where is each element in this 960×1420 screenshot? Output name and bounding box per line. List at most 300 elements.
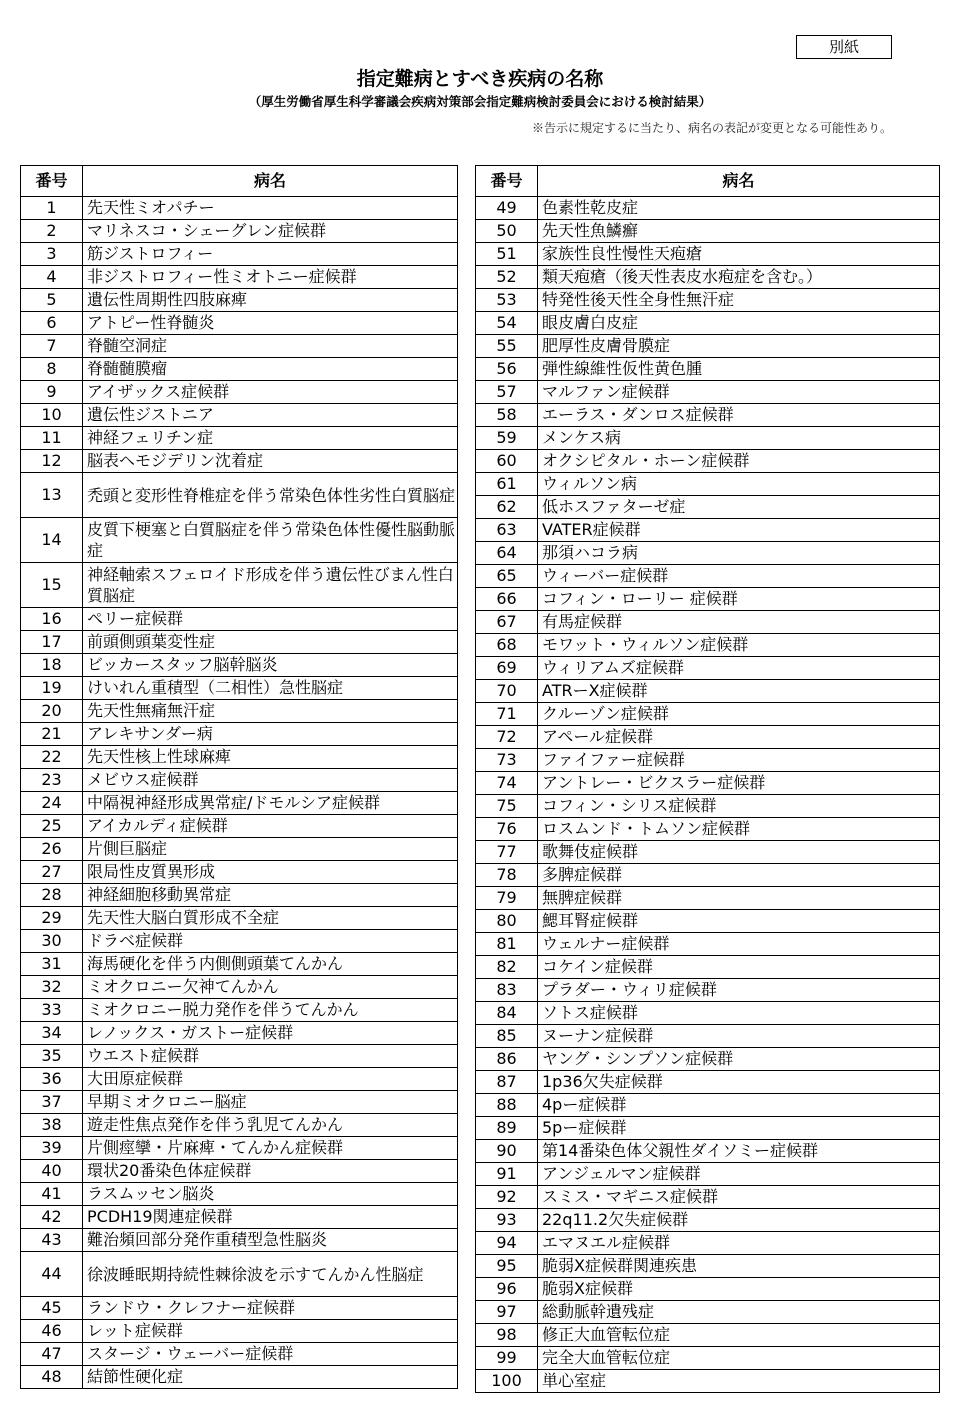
- row-number: 51: [476, 243, 538, 266]
- disease-name: ランドウ・クレフナー症候群: [83, 1297, 458, 1320]
- row-number: 46: [21, 1320, 83, 1343]
- table-row: [476, 864, 940, 887]
- disease-name: ウィーバー症候群: [538, 565, 940, 588]
- disease-name: 神経フェリチン症: [83, 427, 458, 450]
- table-row: [476, 1094, 940, 1117]
- table-row: [476, 1255, 940, 1278]
- row-number: 36: [21, 1068, 83, 1091]
- table-header-row: [476, 166, 940, 197]
- disease-name: 大田原症候群: [83, 1068, 458, 1091]
- table-row: [476, 1048, 940, 1071]
- disease-name: 結節性硬化症: [83, 1366, 458, 1389]
- disease-name: マルファン症候群: [538, 381, 940, 404]
- table-row: [21, 266, 458, 289]
- row-number: 28: [21, 884, 83, 907]
- row-number: 99: [476, 1347, 538, 1370]
- row-number: 1: [21, 197, 83, 220]
- table-row: [476, 381, 940, 404]
- table-row: [21, 677, 458, 700]
- disease-name: エーラス・ダンロス症候群: [538, 404, 940, 427]
- row-number: 88: [476, 1094, 538, 1117]
- table-row: [21, 1091, 458, 1114]
- table-row: [21, 1022, 458, 1045]
- table-row: [476, 726, 940, 749]
- row-number: 44: [21, 1252, 83, 1297]
- disease-name: アトピー性脊髄炎: [83, 312, 458, 335]
- row-number: 73: [476, 749, 538, 772]
- disease-name: 難治頻回部分発作重積型急性脳炎: [83, 1229, 458, 1252]
- row-number: 7: [21, 335, 83, 358]
- table-row: [476, 887, 940, 910]
- row-number: 26: [21, 838, 83, 861]
- disease-name: ロスムンド・トムソン症候群: [538, 818, 940, 841]
- table-row: [476, 1163, 940, 1186]
- row-number: 38: [21, 1114, 83, 1137]
- disease-name: ファイファー症候群: [538, 749, 940, 772]
- disease-name: 先天性無痛無汗症: [83, 700, 458, 723]
- disease-name: 眼皮膚白皮症: [538, 312, 940, 335]
- row-number: 72: [476, 726, 538, 749]
- table-row: [476, 197, 940, 220]
- disease-name: 先天性ミオパチー: [83, 197, 458, 220]
- disease-name: 修正大血管転位症: [538, 1324, 940, 1347]
- table-row: [21, 631, 458, 654]
- disease-name: 無脾症候群: [538, 887, 940, 910]
- row-number: 70: [476, 680, 538, 703]
- row-number: 22: [21, 746, 83, 769]
- row-number: 65: [476, 565, 538, 588]
- table-row: [476, 289, 940, 312]
- row-number: 62: [476, 496, 538, 519]
- disease-name: クルーゾン症候群: [538, 703, 940, 726]
- table-row: [21, 335, 458, 358]
- table-row: [476, 1301, 940, 1324]
- disease-name: ペリー症候群: [83, 608, 458, 631]
- table-row: [21, 792, 458, 815]
- row-number: 33: [21, 999, 83, 1022]
- disease-name: 筋ジストロフィー: [83, 243, 458, 266]
- row-number: 89: [476, 1117, 538, 1140]
- disease-name: スタージ・ウェーバー症候群: [83, 1343, 458, 1366]
- disease-name: 遊走性焦点発作を伴う乳児てんかん: [83, 1114, 458, 1137]
- row-number: 17: [21, 631, 83, 654]
- row-number: 39: [21, 1137, 83, 1160]
- row-number: 58: [476, 404, 538, 427]
- disease-name: 単心室症: [538, 1370, 940, 1393]
- row-number: 10: [21, 404, 83, 427]
- row-number: 25: [21, 815, 83, 838]
- disease-name: 鰓耳腎症候群: [538, 910, 940, 933]
- table-row: [21, 358, 458, 381]
- table-row: [21, 861, 458, 884]
- table-row: [21, 450, 458, 473]
- row-number: 9: [21, 381, 83, 404]
- row-number: 6: [21, 312, 83, 335]
- row-number: 96: [476, 1278, 538, 1301]
- row-number: 91: [476, 1163, 538, 1186]
- row-number: 57: [476, 381, 538, 404]
- row-number: 19: [21, 677, 83, 700]
- disease-name: アントレー・ビクスラー症候群: [538, 772, 940, 795]
- disease-name: 肥厚性皮膚骨膜症: [538, 335, 940, 358]
- table-row: [21, 1183, 458, 1206]
- disease-name: ラスムッセン脳炎: [83, 1183, 458, 1206]
- disease-table-left: [20, 165, 458, 1389]
- disease-table-right: [475, 165, 940, 1393]
- row-number: 67: [476, 611, 538, 634]
- table-row: [21, 608, 458, 631]
- table-row: [21, 654, 458, 677]
- disease-name: 那須ハコラ病: [538, 542, 940, 565]
- disease-name: 特発性後天性全身性無汗症: [538, 289, 940, 312]
- row-number: 4: [21, 266, 83, 289]
- header-number: 番号: [476, 166, 538, 197]
- table-row: [21, 289, 458, 312]
- disease-name: 総動脈幹遺残症: [538, 1301, 940, 1324]
- row-number: 37: [21, 1091, 83, 1114]
- table-row: [21, 381, 458, 404]
- row-number: 75: [476, 795, 538, 818]
- disease-name: 片側巨脳症: [83, 838, 458, 861]
- table-row: [476, 1347, 940, 1370]
- row-number: 45: [21, 1297, 83, 1320]
- disease-name: 4pー症候群: [538, 1094, 940, 1117]
- table-row: [476, 266, 940, 289]
- row-number: 2: [21, 220, 83, 243]
- table-row: [476, 220, 940, 243]
- row-number: 59: [476, 427, 538, 450]
- disease-name: スミス・マギニス症候群: [538, 1186, 940, 1209]
- disease-name: ミオクロニー欠神てんかん: [83, 976, 458, 999]
- table-row: [476, 1278, 940, 1301]
- row-number: 87: [476, 1071, 538, 1094]
- header-name: 病名: [538, 166, 940, 197]
- table-row: [21, 1068, 458, 1091]
- page-title: 指定難病とすべき疾病の名称: [356, 68, 604, 90]
- row-number: 13: [21, 473, 83, 518]
- row-number: 93: [476, 1209, 538, 1232]
- disease-name: ドラベ症候群: [83, 930, 458, 953]
- header-name: 病名: [83, 166, 458, 197]
- disease-name: 先天性核上性球麻痺: [83, 746, 458, 769]
- table-row: [476, 1232, 940, 1255]
- table-row: [476, 933, 940, 956]
- table-row: [21, 907, 458, 930]
- table-row: [476, 1186, 940, 1209]
- row-number: 61: [476, 473, 538, 496]
- disease-name: 有馬症候群: [538, 611, 940, 634]
- disease-name: アイザックス症候群: [83, 381, 458, 404]
- row-number: 18: [21, 654, 83, 677]
- row-number: 60: [476, 450, 538, 473]
- disease-name: アレキサンダー病: [83, 723, 458, 746]
- row-number: 90: [476, 1140, 538, 1163]
- table-row: [21, 999, 458, 1022]
- row-number: 56: [476, 358, 538, 381]
- disease-name: 限局性皮質異形成: [83, 861, 458, 884]
- row-number: 20: [21, 700, 83, 723]
- table-row: [476, 588, 940, 611]
- disease-name: 前頭側頭葉変性症: [83, 631, 458, 654]
- table-row: [476, 1140, 940, 1163]
- page-subtitle: （厚生労働省厚生科学審議会疾病対策部会指定難病検討委員会における検討結果）: [248, 94, 712, 109]
- row-number: 74: [476, 772, 538, 795]
- table-row: [476, 1324, 940, 1347]
- row-number: 34: [21, 1022, 83, 1045]
- row-number: 83: [476, 979, 538, 1002]
- table-row: [21, 563, 458, 608]
- disease-name: ウエスト症候群: [83, 1045, 458, 1068]
- row-number: 23: [21, 769, 83, 792]
- row-number: 31: [21, 953, 83, 976]
- table-row: [476, 473, 940, 496]
- attachment-label: 別紙: [796, 35, 892, 59]
- table-row: [21, 930, 458, 953]
- table-row: [476, 979, 940, 1002]
- disease-name: 弾性線維性仮性黄色腫: [538, 358, 940, 381]
- disease-name: 1p36欠失症候群: [538, 1071, 940, 1094]
- row-number: 98: [476, 1324, 538, 1347]
- row-number: 29: [21, 907, 83, 930]
- table-row: [476, 450, 940, 473]
- row-number: 40: [21, 1160, 83, 1183]
- disease-name: レノックス・ガストー症候群: [83, 1022, 458, 1045]
- table-row: [476, 243, 940, 266]
- row-number: 54: [476, 312, 538, 335]
- disease-name: 海馬硬化を伴う内側側頭葉てんかん: [83, 953, 458, 976]
- table-row: [21, 197, 458, 220]
- disease-name: 脊髄空洞症: [83, 335, 458, 358]
- disease-name: 片側痙攣・片麻痺・てんかん症候群: [83, 1137, 458, 1160]
- disease-name: ウィリアムズ症候群: [538, 657, 940, 680]
- table-row: [21, 404, 458, 427]
- disease-name: マリネスコ・シェーグレン症候群: [83, 220, 458, 243]
- disease-name: 徐波睡眠期持続性棘徐波を示すてんかん性脳症: [83, 1252, 458, 1297]
- table-row: [21, 1252, 458, 1297]
- row-number: 43: [21, 1229, 83, 1252]
- table-row: [476, 358, 940, 381]
- table-row: [21, 1137, 458, 1160]
- row-number: 12: [21, 450, 83, 473]
- disease-name: プラダー・ウィリ症候群: [538, 979, 940, 1002]
- row-number: 78: [476, 864, 538, 887]
- row-number: 94: [476, 1232, 538, 1255]
- disease-name: 禿頭と変形性脊椎症を伴う常染色体性劣性白質脳症: [83, 473, 458, 518]
- table-row: [21, 220, 458, 243]
- table-row: [476, 841, 940, 864]
- disease-name: コフィン・シリス症候群: [538, 795, 940, 818]
- disease-name: 脳表ヘモジデリン沈着症: [83, 450, 458, 473]
- table-row: [476, 634, 940, 657]
- table-row: [476, 657, 940, 680]
- disease-name: ソトス症候群: [538, 1002, 940, 1025]
- table-row: [21, 815, 458, 838]
- disease-name: ウィルソン病: [538, 473, 940, 496]
- row-number: 48: [21, 1366, 83, 1389]
- table-row: [21, 884, 458, 907]
- row-number: 15: [21, 563, 83, 608]
- disease-name: 神経軸索スフェロイド形成を伴う遺伝性びまん性白質脳症: [83, 563, 458, 608]
- row-number: 64: [476, 542, 538, 565]
- row-number: 24: [21, 792, 83, 815]
- table-row: [476, 680, 940, 703]
- disease-name: ヤング・シンプソン症候群: [538, 1048, 940, 1071]
- disease-name: 低ホスファターゼ症: [538, 496, 940, 519]
- disease-name: オクシピタル・ホーン症候群: [538, 450, 940, 473]
- table-row: [21, 1320, 458, 1343]
- table-row: [21, 1045, 458, 1068]
- disease-name: PCDH19関連症候群: [83, 1206, 458, 1229]
- table-row: [476, 1071, 940, 1094]
- row-number: 100: [476, 1370, 538, 1393]
- disease-name: 類天疱瘡（後天性表皮水疱症を含む。）: [538, 266, 940, 289]
- row-number: 85: [476, 1025, 538, 1048]
- row-number: 77: [476, 841, 538, 864]
- row-number: 95: [476, 1255, 538, 1278]
- row-number: 50: [476, 220, 538, 243]
- table-header-row: [21, 166, 458, 197]
- header-number: 番号: [21, 166, 83, 197]
- table-row: [21, 1229, 458, 1252]
- disease-name: ビッカースタッフ脳幹脳炎: [83, 654, 458, 677]
- disease-name: コフィン・ローリー 症候群: [538, 588, 940, 611]
- table-row: [21, 1206, 458, 1229]
- table-row: [21, 243, 458, 266]
- table-row: [21, 746, 458, 769]
- disease-name: ミオクロニー脱力発作を伴うてんかん: [83, 999, 458, 1022]
- table-row: [21, 1114, 458, 1137]
- disease-name: 先天性魚鱗癬: [538, 220, 940, 243]
- disease-name: 脆弱X症候群: [538, 1278, 940, 1301]
- table-row: [21, 427, 458, 450]
- disease-name: 脊髄髄膜瘤: [83, 358, 458, 381]
- disease-name: ヌーナン症候群: [538, 1025, 940, 1048]
- disease-name: アイカルディ症候群: [83, 815, 458, 838]
- row-number: 16: [21, 608, 83, 631]
- row-number: 5: [21, 289, 83, 312]
- disease-name: 早期ミオクロニー脳症: [83, 1091, 458, 1114]
- table-row: [476, 1209, 940, 1232]
- row-number: 80: [476, 910, 538, 933]
- row-number: 35: [21, 1045, 83, 1068]
- table-row: [476, 703, 940, 726]
- disease-name: モワット・ウィルソン症候群: [538, 634, 940, 657]
- table-row: [21, 769, 458, 792]
- row-number: 47: [21, 1343, 83, 1366]
- row-number: 84: [476, 1002, 538, 1025]
- row-number: 30: [21, 930, 83, 953]
- row-number: 82: [476, 956, 538, 979]
- row-number: 86: [476, 1048, 538, 1071]
- table-row: [21, 838, 458, 861]
- disease-name: メビウス症候群: [83, 769, 458, 792]
- table-row: [476, 335, 940, 358]
- table-row: [476, 910, 940, 933]
- table-row: [476, 772, 940, 795]
- table-row: [21, 473, 458, 518]
- disease-name: VATER症候群: [538, 519, 940, 542]
- disease-name: 神経細胞移動異常症: [83, 884, 458, 907]
- row-number: 79: [476, 887, 538, 910]
- disease-name: ATRーX症候群: [538, 680, 940, 703]
- disease-name: 中隔視神経形成異常症/ドモルシア症候群: [83, 792, 458, 815]
- row-number: 81: [476, 933, 538, 956]
- disease-name: メンケス病: [538, 427, 940, 450]
- disease-name: 第14番染色体父親性ダイソミー症候群: [538, 1140, 940, 1163]
- table-row: [21, 1160, 458, 1183]
- disease-name: 完全大血管転位症: [538, 1347, 940, 1370]
- table-row: [476, 427, 940, 450]
- disease-name: けいれん重積型（二相性）急性脳症: [83, 677, 458, 700]
- row-number: 32: [21, 976, 83, 999]
- row-number: 3: [21, 243, 83, 266]
- row-number: 27: [21, 861, 83, 884]
- row-number: 97: [476, 1301, 538, 1324]
- row-number: 69: [476, 657, 538, 680]
- disease-name: レット症候群: [83, 1320, 458, 1343]
- row-number: 92: [476, 1186, 538, 1209]
- disease-name: 皮質下梗塞と白質脳症を伴う常染色体性優性脳動脈症: [83, 518, 458, 563]
- table-row: [476, 1025, 940, 1048]
- row-number: 42: [21, 1206, 83, 1229]
- disease-name: 家族性良性慢性天疱瘡: [538, 243, 940, 266]
- table-row: [476, 1002, 940, 1025]
- row-number: 21: [21, 723, 83, 746]
- row-number: 76: [476, 818, 538, 841]
- row-number: 8: [21, 358, 83, 381]
- disclaimer-note: ※告示に規定するに当たり、病名の表記が変更となる可能性あり。: [531, 121, 892, 135]
- table-row: [476, 1370, 940, 1393]
- disease-name: アンジェルマン症候群: [538, 1163, 940, 1186]
- disease-name: エマヌエル症候群: [538, 1232, 940, 1255]
- row-number: 52: [476, 266, 538, 289]
- row-number: 66: [476, 588, 538, 611]
- disease-name: 多脾症候群: [538, 864, 940, 887]
- table-row: [21, 976, 458, 999]
- disease-name: 歌舞伎症候群: [538, 841, 940, 864]
- disease-name: 遺伝性ジストニア: [83, 404, 458, 427]
- table-row: [476, 404, 940, 427]
- table-row: [21, 1297, 458, 1320]
- table-row: [476, 312, 940, 335]
- disease-name: 色素性乾皮症: [538, 197, 940, 220]
- table-row: [476, 611, 940, 634]
- disease-name: 22q11.2欠失症候群: [538, 1209, 940, 1232]
- table-row: [21, 518, 458, 563]
- table-row: [476, 749, 940, 772]
- disease-name: 環状20番染色体症候群: [83, 1160, 458, 1183]
- row-number: 11: [21, 427, 83, 450]
- row-number: 49: [476, 197, 538, 220]
- row-number: 68: [476, 634, 538, 657]
- table-row: [476, 542, 940, 565]
- table-row: [21, 723, 458, 746]
- table-row: [476, 519, 940, 542]
- table-row: [476, 818, 940, 841]
- disease-name: アペール症候群: [538, 726, 940, 749]
- disease-name: 先天性大脳白質形成不全症: [83, 907, 458, 930]
- table-row: [21, 1366, 458, 1389]
- table-row: [21, 1343, 458, 1366]
- disease-name: 非ジストロフィー性ミオトニー症候群: [83, 266, 458, 289]
- disease-name: コケイン症候群: [538, 956, 940, 979]
- table-row: [21, 312, 458, 335]
- disease-name: ウェルナー症候群: [538, 933, 940, 956]
- table-row: [476, 565, 940, 588]
- row-number: 14: [21, 518, 83, 563]
- table-row: [476, 795, 940, 818]
- disease-name: 脆弱X症候群関連疾患: [538, 1255, 940, 1278]
